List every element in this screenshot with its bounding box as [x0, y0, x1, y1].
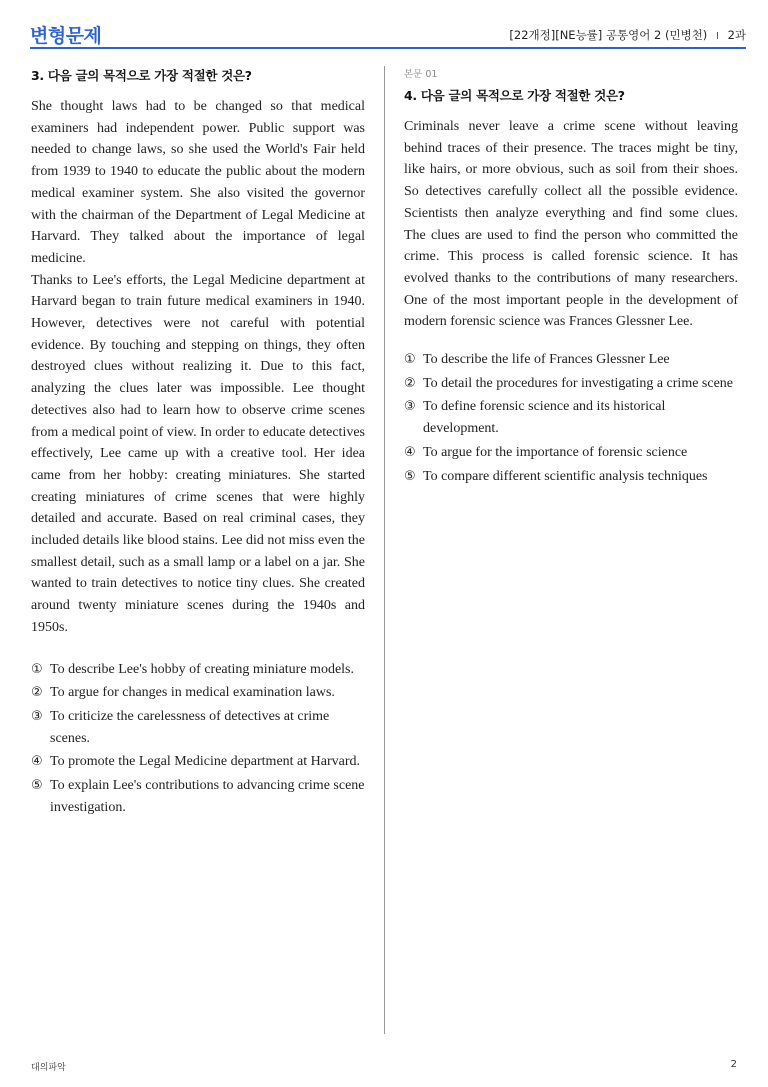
- page-header: [30, 18, 746, 48]
- choice-option[interactable]: [31, 659, 365, 681]
- choice-option[interactable]: [31, 682, 365, 704]
- choice-option[interactable]: [404, 442, 738, 464]
- question-4-passage: [404, 116, 738, 333]
- right-column: [404, 66, 738, 489]
- choice-number: ⑤: [404, 468, 416, 484]
- choice-text: To describe the life of Frances Glessner Lee: [423, 352, 670, 368]
- header-separator: I: [715, 31, 719, 42]
- choice-option[interactable]: [31, 751, 365, 773]
- passage-paragraph: Thanks to Lee's efforts, the Legal Medicine department at Harvard began to train future medical examiners in 1940. However, detectives were not careful with potential evidence. By touching and stepping on things, they often destroyed clues without realizing it. Due to this fact, analyzing the clues later was impossible. Lee thought detectives also had to learn how to observe crime scenes from a medical point of view. In order to educate detectives effectively, Lee came up with a creative tool. Her idea came from her hobby: creating miniatures. She started creating miniatures of crime scenes that were highly detailed and accurate. Based on real criminal cases, they included details like blood stains. Lee did not miss even the smallest detail, such as a small lamp or a label on a jar. She wanted to train detectives to notice tiny clues. She created around twenty miniature scenes during the 1940s and 1950s.: [31, 272, 365, 635]
- footer-publisher: 대의파악: [31, 1063, 66, 1073]
- choice-number: ③: [31, 708, 43, 724]
- choice-text: To argue for the importance of forensic science: [423, 444, 688, 460]
- choice-option[interactable]: [31, 706, 365, 749]
- choice-text: To explain Lee's contributions to advancing crime scene investigation.: [50, 778, 365, 815]
- lesson-label: 2과: [727, 28, 746, 42]
- choice-number: ④: [31, 754, 43, 770]
- question-4-choices: [404, 349, 738, 487]
- left-column: [31, 66, 365, 821]
- section-label: 본문 01: [404, 69, 438, 80]
- passage-paragraph: She thought laws had to be changed so that medical examiners had independent power. Public support was needed to change laws, so she used the World's Fair held from 1939 to 1940 to educate the public about the modern medical examiner system. She also visited the governor with the chairman of the Department of Legal Medicine at Harvard. They talked about the importance of legal medicine.: [31, 99, 365, 266]
- choice-text: To criticize the carelessness of detectives at crime scenes.: [50, 708, 330, 746]
- course-name: [22개정][NE능률] 공통영어 2 (민병천): [509, 28, 708, 42]
- choice-option[interactable]: [31, 775, 365, 818]
- choice-text: To describe Lee's hobby of creating miniature models.: [50, 661, 355, 677]
- choice-number: ②: [404, 375, 416, 391]
- passage-paragraph: Criminals never leave a crime scene without leaving behind traces of their presence. The traces might be tiny, like hairs, or more obvious, such as soil from their shoes. So detectives carefully collect all the possible evidence. Scientists then analyze everything and find some clues. The clues are used to find the person who committed the crime. This process is called forensic science. It has evolved thanks to the contributions of many researchers. One of the most important people in the development of modern forensic science was Frances Glessner Lee.: [404, 119, 738, 330]
- question-3-choices: [31, 659, 365, 819]
- choice-number: ②: [31, 685, 43, 701]
- choice-number: ④: [404, 444, 416, 460]
- column-divider: [384, 66, 385, 1034]
- choice-text: To promote the Legal Medicine department at Harvard.: [50, 754, 361, 770]
- question-3-title: 3. 다음 글의 목적으로 가장 적절한 것은?: [31, 68, 252, 83]
- course-info: [509, 27, 746, 43]
- choice-text: To define forensic science and its historical development.: [423, 399, 666, 437]
- choice-option[interactable]: [404, 349, 738, 371]
- choice-number: ①: [31, 661, 43, 677]
- choice-option[interactable]: [404, 466, 738, 488]
- choice-number: ③: [404, 399, 416, 415]
- choice-text: To argue for changes in medical examination laws.: [50, 685, 335, 701]
- header-rule: [30, 47, 746, 49]
- question-4-title: 4. 다음 글의 목적으로 가장 적절한 것은?: [404, 88, 625, 103]
- choice-number: ⑤: [31, 778, 43, 794]
- brand-title: 변형문제: [30, 25, 102, 47]
- choice-text: To compare different scientific analysis techniques: [423, 468, 708, 484]
- question-3-passage: [31, 96, 365, 639]
- choice-text: To detail the procedures for investigating a crime scene: [423, 375, 734, 391]
- page-number: 2: [730, 1059, 737, 1070]
- choice-option[interactable]: [404, 396, 738, 439]
- choice-option[interactable]: [404, 373, 738, 395]
- choice-number: ①: [404, 352, 416, 368]
